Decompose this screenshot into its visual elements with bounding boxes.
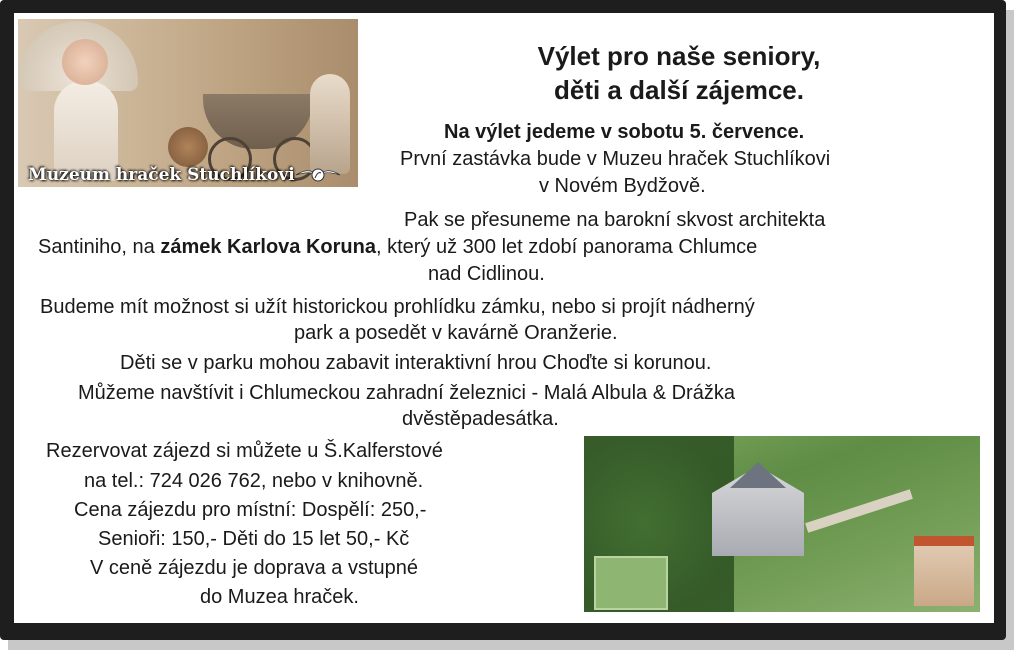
poster-heading <box>484 39 874 107</box>
path-shape <box>805 489 913 533</box>
heading-line: děti a další zájemce. <box>553 75 804 105</box>
building-shape <box>914 546 974 606</box>
doll-shape <box>310 74 350 174</box>
heading-line: Výlet pro naše seniory, <box>537 41 821 71</box>
trip-date: Na výlet jedeme v sobotu 5. července. <box>444 121 805 143</box>
teddy-bear-shape <box>168 127 208 167</box>
text-line-castle <box>38 234 757 261</box>
included-line: V ceně zájezdu je doprava a vstupné <box>90 557 418 579</box>
text-line: Můžeme navštívit i Chlumeckou zahradní železnici - Malá Albula & Drážka <box>78 382 735 404</box>
price-line: Cena zájezdu pro místní: Dospělí: 250,- <box>74 499 427 521</box>
text-line: Budeme mít možnost si užít historickou prohlídku zámku, nebo si projít nádherný <box>40 296 755 318</box>
castle-roof-shape <box>730 462 786 488</box>
text-line: v Novém Bydžově. <box>539 175 706 197</box>
garden-shape <box>594 556 668 610</box>
museum-label: Muzeum hraček Stuchlíkovi <box>28 165 295 185</box>
phone-line: na tel.: 724 026 762, nebo v knihovně. <box>84 470 424 492</box>
text-fragment: Santiniho, na <box>38 236 161 258</box>
included-line: do Muzea hraček. <box>200 586 359 608</box>
text-fragment: , který už 300 let zdobí panorama Chlumce <box>375 236 758 258</box>
museum-photo <box>18 19 358 187</box>
castle-aerial-photo <box>584 436 980 612</box>
castle-name: zámek Karlova Koruna <box>160 236 376 258</box>
text-line: První zastávka bude v Muzeu hraček Stuchlíkovi <box>400 148 831 170</box>
text-line: park a posedět v kavárně Oranžerie. <box>294 322 618 344</box>
text-line: dvěstěpadesátka. <box>402 408 559 430</box>
reservation-line: Rezervovat zájezd si můžete u Š.Kalferstové <box>46 440 443 462</box>
text-line: nad Cidlinou. <box>428 263 545 285</box>
wings-logo-icon <box>294 165 342 185</box>
text-line: Pak se přesuneme na barokní skvost architekta <box>404 209 826 231</box>
price-line: Senioři: 150,- Děti do 15 let 50,- Kč <box>98 528 410 550</box>
girl-face-shape <box>62 39 108 85</box>
poster <box>14 13 994 623</box>
text-line: Děti se v parku mohou zabavit interaktivní hrou Choďte si korunou. <box>120 352 712 374</box>
